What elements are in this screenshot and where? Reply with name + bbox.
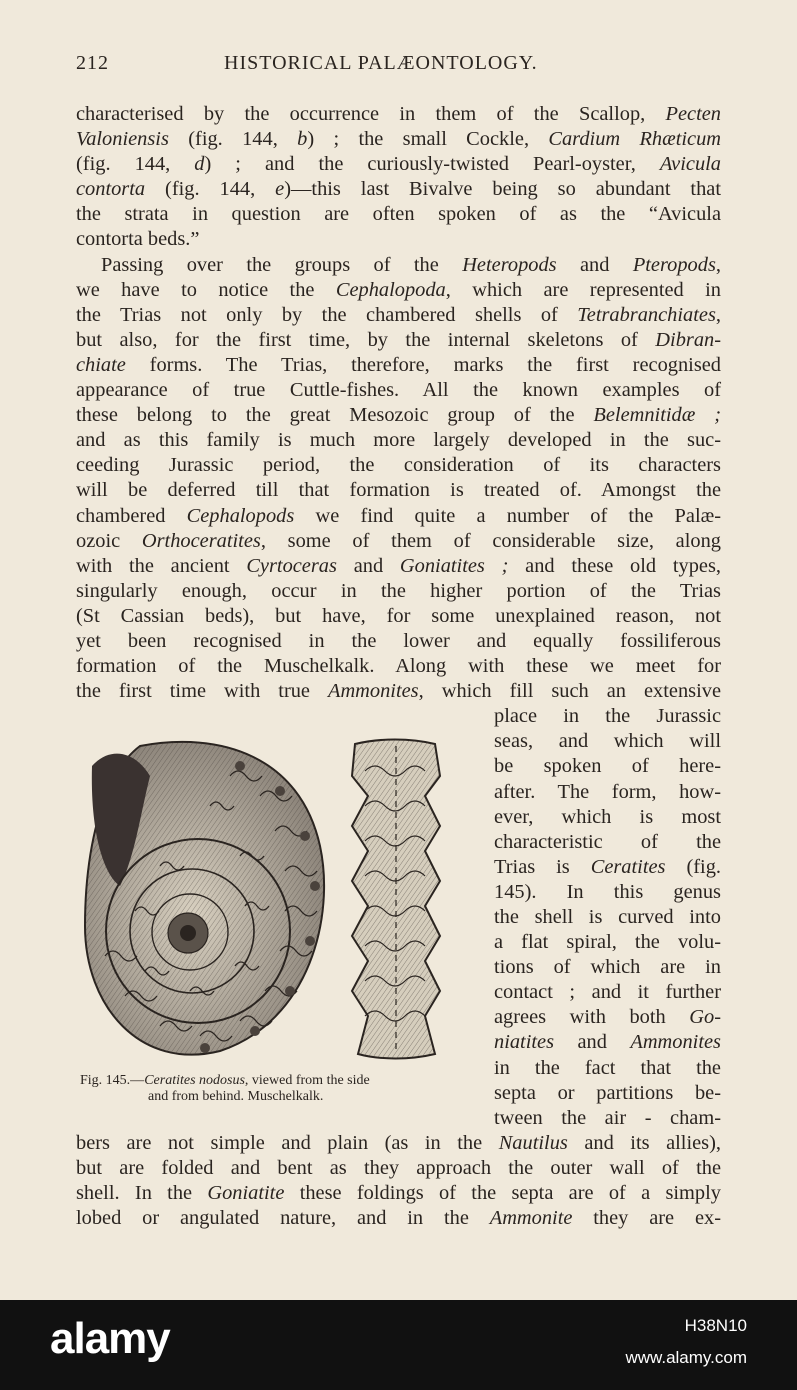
text-line [494,980,721,1005]
running-header [76,52,721,82]
text-line [494,955,721,980]
italic-term: Dibran- [655,328,721,351]
text-run: bers are not simple and plain (as in the [76,1131,499,1154]
text-run: in the fact that the [494,1056,721,1079]
italic-term: e [275,178,285,201]
text-line [76,328,721,353]
text-run: with the ancient [76,554,247,577]
italic-term: d [194,153,205,176]
italic-term: Pecten [665,103,721,125]
text-line [76,1206,721,1231]
caption-species: Ceratites nodosus [144,1073,245,1088]
site-url: www.alamy.com [625,1348,747,1367]
text-line [76,529,721,554]
text-line [76,629,721,654]
italic-term: contorta [76,178,146,201]
text-run: ) ; the small Cockle, [307,128,549,151]
text-run: shell. In the [76,1182,208,1205]
text-line [494,1005,721,1030]
text-line [76,253,721,278]
italic-term: chiate [76,353,126,376]
text-line [76,679,721,704]
text-line [76,1131,721,1156]
text-run: they are ex- [572,1207,721,1230]
caption-text: , viewed from the side [244,1073,370,1088]
text-run: and [556,253,633,276]
italic-term: Goniatites ; [399,554,509,577]
text-run: formation of the Muschelkalk. Along with these we meet for [76,655,721,678]
text-run: ) ; and the curiously-twisted Pearl-oyster, [204,153,660,176]
italic-term: Avicula [659,153,721,176]
text-run: 145). In this genus [494,880,721,903]
text-run: (fig. 144, [145,178,276,201]
text-run: agrees with both [494,1006,690,1029]
text-line [76,604,721,629]
text-run: these foldings of the septa are of a simply [284,1182,721,1205]
text-run: the strata in question are often spoken of as the “Avicula [76,203,721,226]
text-run: septa or partitions be- [494,1081,721,1104]
shell-side-view [85,742,324,1055]
italic-term: Heteropods [462,253,557,276]
italic-term: Orthoceratites [141,529,261,552]
text-run: contorta beds.” [76,228,200,251]
text-line [494,805,721,830]
italic-term: Pteropods [632,253,716,276]
text-line [76,152,721,177]
text-line [494,830,721,855]
text-line [494,1081,721,1106]
text-run: ever, which is most [494,805,721,828]
italic-term: Ammonites [328,680,419,703]
italic-term: Cephalopods [186,504,295,527]
text-run: , [715,253,721,276]
caption-line-2: and from behind. Muschelkalk. [148,1089,324,1104]
text-line [76,127,721,152]
italic-term: Goniatite [207,1182,285,1205]
figure-caption [80,1073,480,1105]
text-run: tween the air - cham- [494,1106,721,1129]
text-run: these belong to the great Mesozoic group of the [76,404,594,427]
text-run: the shell is curved into [494,906,721,928]
text-run: we have to notice the [76,278,336,301]
text-line [494,930,721,955]
text-run: ceeding Jurassic period, the consideration of its characters [76,454,721,477]
text-line [76,102,721,127]
text-run: and its allies), [567,1131,722,1154]
watermark-bar [0,1300,797,1390]
italic-term: Valoniensis [76,128,169,151]
text-run: chambered [76,504,187,527]
text-run: (fig. [665,855,721,878]
italic-term: niatites [494,1031,555,1054]
image-id: H38N10 [684,1316,747,1335]
text-line [494,754,721,779]
page-number: 212 [76,52,109,74]
text-run: , some of them of considerable size, along [260,529,721,552]
body-text [76,102,721,1231]
text-run: (fig. 144, [168,128,298,151]
text-line [76,579,721,604]
text-line [76,654,721,679]
text-line [76,1181,721,1206]
text-run: seas, and which will [494,730,721,753]
text-line [76,353,721,378]
text-run: and [336,554,400,577]
text-run: but are folded and bent as they approach the outer wall of the [76,1156,721,1179]
text-run: the Trias not only by the chambered shells of [76,303,578,326]
ammonite-illustration [80,736,465,1061]
text-run: Trias is [494,855,591,878]
text-run: place in the Jurassic [494,705,721,728]
text-run: , which fill such an extensive [418,680,721,703]
text-run: be spoken of here- [494,755,721,778]
running-title: HISTORICAL PALÆONTOLOGY. [224,52,538,74]
text-line [494,1030,721,1055]
text-line [494,1056,721,1081]
italic-term: Nautilus [498,1131,568,1154]
text-run: but also, for the first time, by the internal skeletons of [76,328,656,351]
text-line [76,378,721,403]
text-run: appearance of true Cuttle-fishes. All the known examples of [76,379,721,402]
text-run: (St Cassian beds), but have, for some unexplained reason, not [76,604,721,627]
text-run: will be deferred till that formation is treated of. Amongst the [76,479,721,502]
text-line [76,504,721,529]
text-line [494,729,721,754]
text-line [76,303,721,328]
text-line [76,1156,721,1181]
text-line [494,704,721,729]
text-line [494,1106,721,1131]
text-run: tions of which are in [494,956,721,979]
text-run: ozoic [76,529,142,552]
text-line [494,855,721,880]
italic-term: Cyrtoceras [246,554,337,577]
text-run: yet been recognised in the lower and equally fossiliferous [76,629,721,652]
text-line [76,278,721,303]
caption-line-1 [80,1073,480,1089]
text-line [76,227,721,252]
text-line [494,880,721,905]
text-run: after. The form, how- [494,780,721,803]
text-run: characteristic of the [494,830,721,853]
text-line [76,453,721,478]
text-run: singularly enough, occur in the higher portion of the Trias [76,579,721,602]
italic-term: b [297,128,308,151]
text-run: and as this family is much more largely developed in the suc- [76,429,721,452]
text-run: , which are represented in [445,278,721,301]
italic-term: Tetrabranchiates [577,303,716,326]
text-run: (fig. 144, [76,153,195,176]
text-run: the first time with true [76,680,328,703]
text-line [76,177,721,202]
text-run: , [715,303,721,326]
text-line [76,202,721,227]
text-run: a flat spiral, the volu- [494,931,721,954]
italic-term: Ammonites [630,1031,721,1054]
italic-term: Cephalopoda [335,278,446,301]
text-line [494,780,721,805]
text-run: Passing over the groups of the [101,253,463,276]
text-run: )—this last Bivalve being so abundant that [284,178,721,201]
text-line [76,554,721,579]
italic-term: Go- [689,1006,721,1029]
shell-back-view [352,740,440,1059]
italic-term: Ammonite [489,1207,573,1230]
text-run: and [554,1031,631,1054]
text-line [76,478,721,503]
text-line [494,905,721,930]
text-run: forms. The Trias, therefore, marks the first recognised [125,353,721,376]
text-line [76,403,721,428]
italic-term: Cardium Rhæticum [548,128,722,151]
caption-text: Fig. 145.— [80,1073,145,1088]
italic-term: Ceratites [590,855,666,878]
text-run: and these old types, [508,554,721,577]
text-run: contact ; and it further [494,981,721,1004]
text-run: we find quite a number of the Palæ- [294,504,721,527]
text-run: lobed or angulated nature, and in the [76,1207,490,1230]
italic-term: Belemnitidæ ; [593,404,721,427]
alamy-logo: alamy [50,1314,170,1363]
text-run: characterised by the occurrence in them of the Scallop, [76,103,666,125]
text-line [76,428,721,453]
